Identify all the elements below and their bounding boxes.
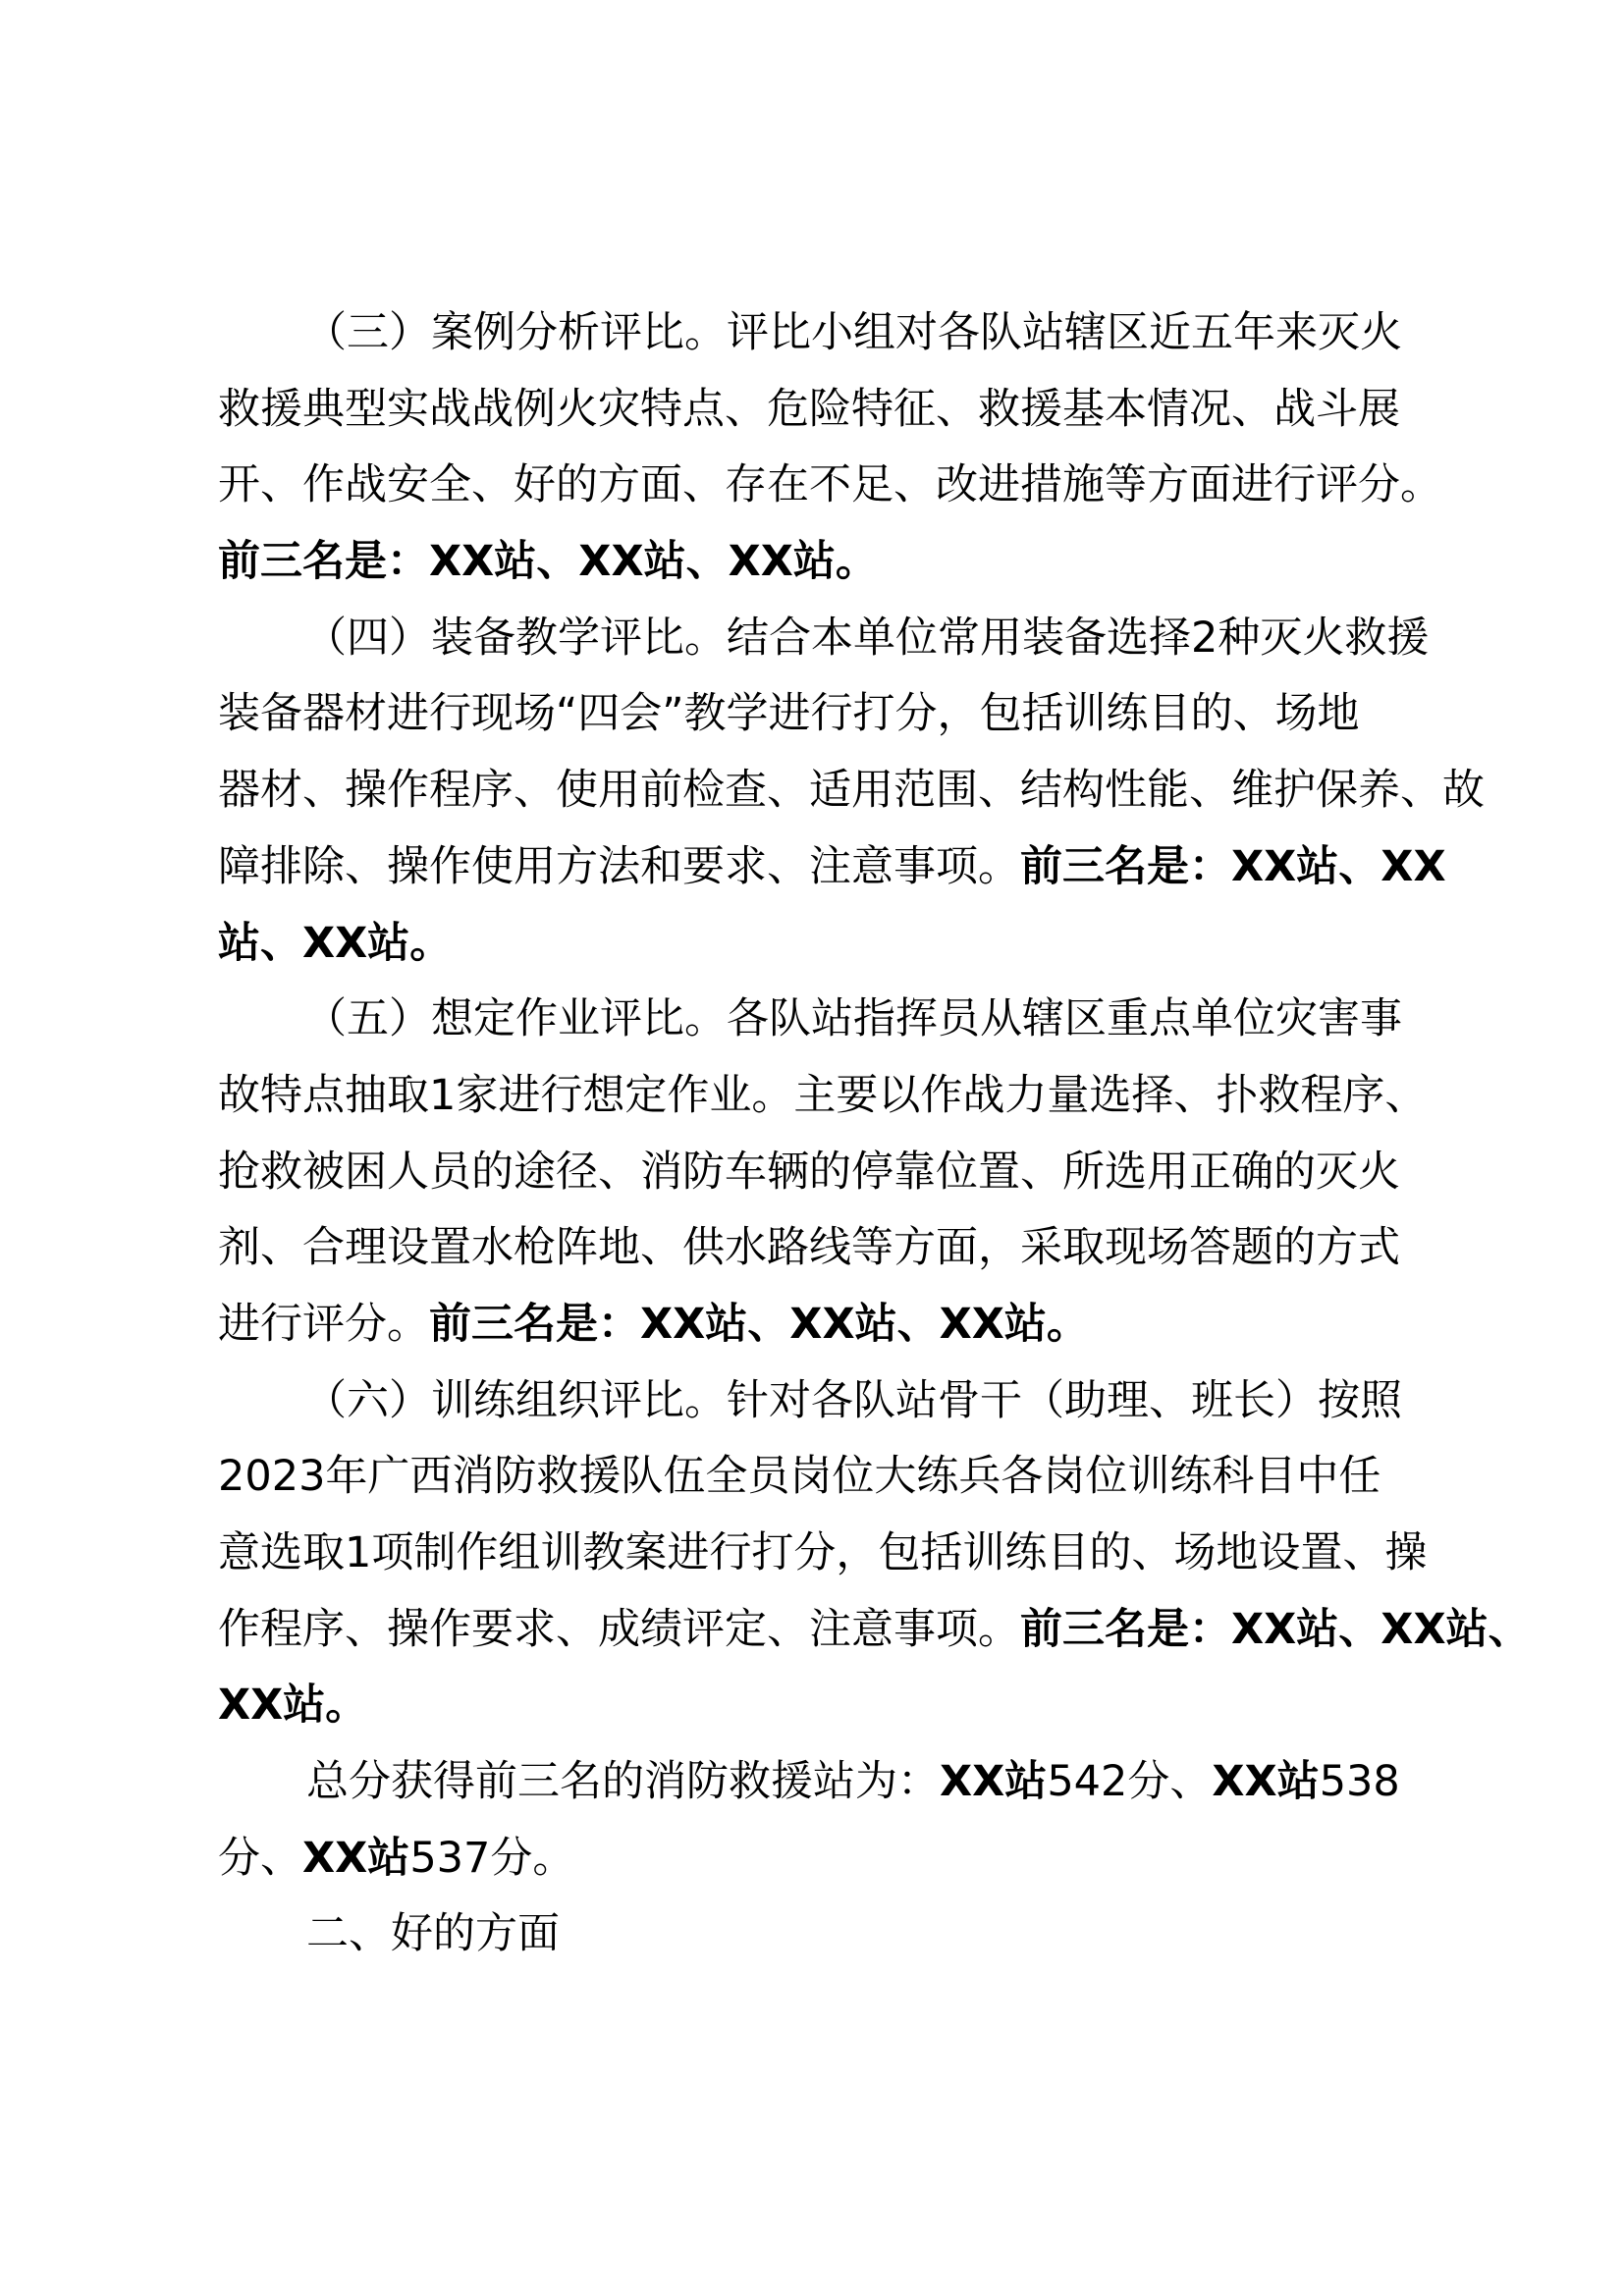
top-three-result: XX站。 (218, 1681, 368, 1731)
text-run: 抢救被困人员的途径、消防车辆的停靠位置、所选用正确的灭火 (218, 1147, 1400, 1197)
text-line (218, 448, 1442, 524)
top-three-result: 前三名是：XX站、XX (1020, 841, 1446, 891)
text-run: 障排除、操作使用方法和要求、注意事项。 (218, 841, 1020, 891)
top-three-result: 前三名是：XX站、XX站、XX站。 (218, 537, 878, 587)
station-score-3: 537分。 (409, 1833, 575, 1883)
text-run: （四）装备教学评比。结合本单位常用装备选择2种灭火救援 (304, 613, 1430, 663)
text-run: 分、 (218, 1833, 302, 1883)
text-run: 剂、合理设置水枪阵地、供水路线等方面，采取现场答题的方式 (218, 1223, 1400, 1273)
paragraph-training-organization (218, 1363, 1531, 1744)
text-run: （五）想定作业评比。各队站指挥员从辖区重点单位灾害事 (304, 994, 1402, 1044)
section-heading-good-aspects (218, 1896, 1428, 1973)
document-body (218, 295, 1531, 1973)
text-line (218, 524, 1428, 601)
text-line (218, 295, 1428, 372)
text-line (218, 1668, 1428, 1744)
text-line (218, 601, 1428, 677)
text-line (218, 1210, 1428, 1287)
text-run: 救援典型实战战例火灾特点、危险特征、救援基本情况、战斗展 (218, 384, 1400, 434)
text-run: 开、作战安全、好的方面、存在不足、改进措施等方面进行评分。 (218, 460, 1442, 510)
top-three-result: 站、XX站。 (218, 918, 453, 968)
text-run: 装备器材进行现场“四会”教学进行打分，包括训练目的、场地 (218, 689, 1360, 739)
text-line (218, 829, 1446, 906)
text-line (218, 1058, 1428, 1135)
text-line (218, 982, 1428, 1058)
paragraph-equipment-teaching (218, 601, 1485, 982)
station-name-1: XX站 (940, 1757, 1048, 1807)
text-run: （三）案例分析评比。评比小组对各队站辖区近五年来灭火 (304, 308, 1402, 357)
top-three-result: 前三名是：XX站、XX站、XX站。 (429, 1299, 1089, 1349)
text-run: 总分获得前三名的消防救援站为： (306, 1757, 940, 1807)
text-run: 二、好的方面 (306, 1909, 560, 1959)
text-line (218, 1516, 1428, 1592)
text-run: 器材、操作程序、使用前检查、适用范围、结构性能、维护保养、故 (218, 766, 1485, 816)
text-line (218, 1592, 1531, 1669)
text-line (218, 1287, 1428, 1363)
text-line (218, 1821, 1428, 1897)
station-score-1: 542分、 (1047, 1757, 1213, 1807)
station-name-2: XX站 (1212, 1757, 1320, 1807)
text-run: 进行评分。 (218, 1299, 429, 1349)
paragraph-total-score (218, 1744, 1428, 1896)
text-line (218, 1744, 1428, 1821)
station-score-2: 538 (1319, 1757, 1400, 1807)
top-three-result: 前三名是：XX站、XX站、 (1020, 1604, 1531, 1654)
text-run: （六）训练组织评比。针对各队站骨干（助理、班长）按照 (304, 1375, 1402, 1425)
text-run: 2023年广西消防救援队伍全员岗位大练兵各岗位训练科目中任 (218, 1452, 1381, 1502)
paragraph-scenario-exercise (218, 982, 1428, 1362)
text-line (218, 753, 1485, 829)
heading-text (218, 1896, 1428, 1973)
paragraph-case-analysis (218, 295, 1442, 601)
text-run: 作程序、操作要求、成绩评定、注意事项。 (218, 1604, 1020, 1654)
text-line (218, 1439, 1428, 1516)
station-name-3: XX站 (302, 1833, 410, 1883)
text-run: 故特点抽取1家进行想定作业。主要以作战力量选择、扑救程序、 (218, 1070, 1428, 1120)
text-run: 意选取1项制作组训教案进行打分，包括训练目的、场地设置、操 (218, 1528, 1428, 1577)
text-line (218, 906, 1428, 983)
text-line (218, 1135, 1428, 1211)
text-line (218, 676, 1428, 753)
text-line (218, 1363, 1428, 1440)
text-line (218, 372, 1428, 449)
